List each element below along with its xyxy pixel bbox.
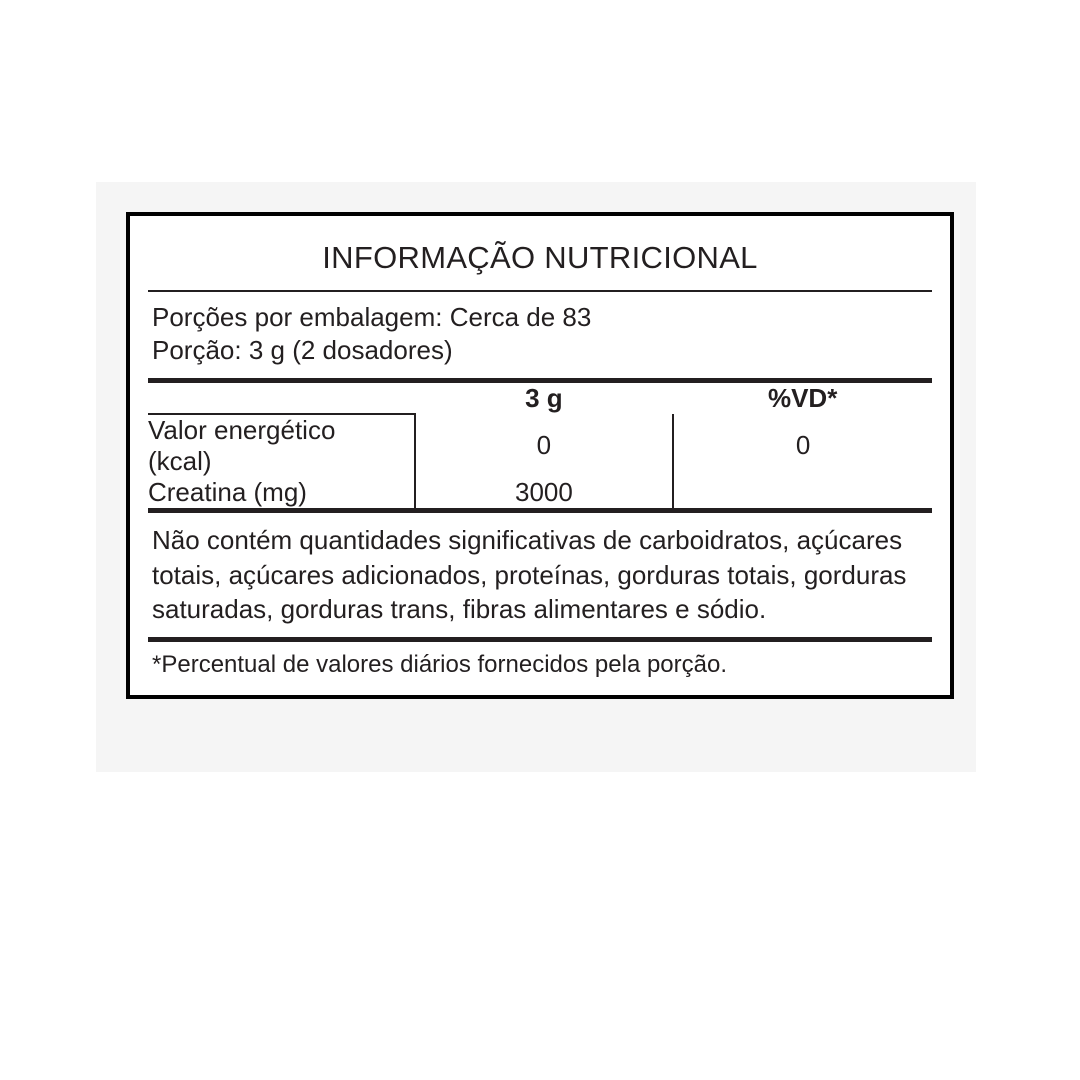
nutrition-facts-label: [126, 212, 954, 699]
servings-block: [148, 292, 932, 378]
header-nutrient: [148, 383, 415, 414]
row-name-creatine: Creatina (mg): [148, 476, 307, 507]
header-amount: 3 g: [525, 382, 563, 413]
label-title: INFORMAÇÃO NUTRICIONAL: [322, 240, 758, 275]
table-row: [148, 414, 932, 477]
table-header-row: [148, 383, 932, 414]
insignificant-amounts-note: Não contém quantidades significativas de carboidratos, açúcares totais, açúcares adicionados, proteínas, gorduras totais, gorduras saturadas, gorduras trans, fibras alimentares e sódio.: [152, 525, 907, 625]
row-amount-creatine: 3000: [415, 477, 674, 508]
row-name-energy-line1: Valor energético: [148, 414, 336, 445]
row-name-energy-line2: (kcal): [148, 445, 212, 476]
nutrition-table: [148, 383, 932, 509]
daily-value-footnote: *Percentual de valores diários fornecidos pela porção.: [152, 650, 728, 678]
header-daily-value: %VD*: [767, 382, 838, 413]
row-name-energy: [148, 414, 415, 477]
row-dv-creatine: [673, 477, 932, 508]
row-dv-energy: 0: [673, 414, 932, 477]
serving-size: Porção: 3 g (2 dosadores): [152, 335, 453, 366]
table-row: [148, 477, 932, 508]
row-amount-energy: 0: [415, 414, 674, 477]
servings-per-package: Porções por embalagem: Cerca de 83: [152, 302, 592, 332]
